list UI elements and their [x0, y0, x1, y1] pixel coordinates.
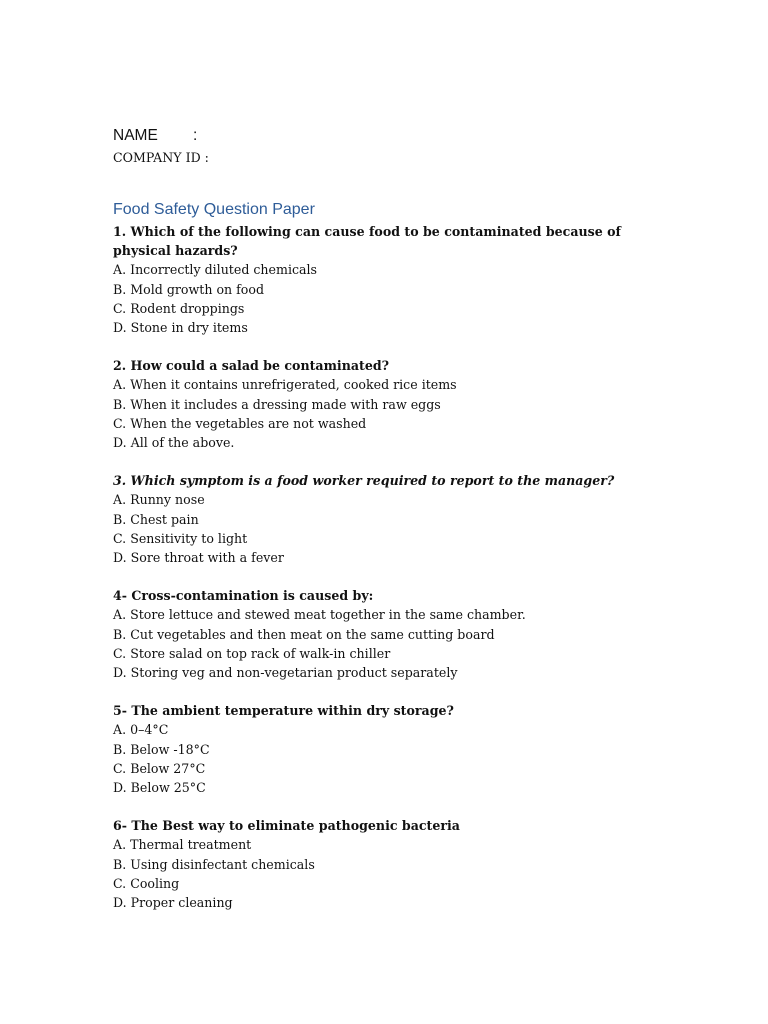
document-title: Food Safety Question Paper [113, 201, 315, 218]
question-text: 1. Which of the following can cause food to be contaminated because of physical hazards? [113, 224, 621, 259]
option-d: D. Proper cleaning [113, 895, 233, 911]
option-b: B. Below -18°C [113, 741, 210, 757]
option-b: B. Chest pain [113, 511, 199, 527]
question-4 [113, 586, 643, 682]
option-c: C. Below 27°C [113, 760, 206, 776]
option-d: D. Storing veg and non-vegetarian product separately [113, 665, 458, 681]
option-a: A. Thermal treatment [113, 837, 252, 853]
question-6 [113, 816, 643, 912]
option-d: D. Below 25°C [113, 780, 206, 796]
option-c: C. Rodent droppings [113, 300, 245, 316]
name-colon: : [193, 127, 198, 144]
question-2 [113, 356, 643, 452]
question-text: 3. Which symptom is a food worker required to report to the manager? [113, 473, 615, 489]
option-c: C. Sensitivity to light [113, 530, 248, 546]
option-a: A. 0–4°C [113, 722, 169, 738]
option-a: A. Store lettuce and stewed meat together in the same chamber. [113, 607, 526, 623]
option-d: D. Sore throat with a fever [113, 550, 284, 566]
option-c: C. Cooling [113, 875, 180, 891]
question-1 [113, 222, 643, 337]
option-b: B. Cut vegetables and then meat on the same cutting board [113, 626, 495, 642]
question-text: 4- Cross-contamination is caused by: [113, 588, 374, 604]
name-field-row [113, 124, 643, 148]
option-a: A. Runny nose [113, 492, 205, 508]
question-5 [113, 701, 643, 797]
question-text: 6- The Best way to eliminate pathogenic bacteria [113, 818, 460, 834]
question-text: 5- The ambient temperature within dry storage? [113, 703, 454, 719]
option-b: B. When it includes a dressing made with raw eggs [113, 396, 441, 412]
document-body [113, 124, 643, 912]
name-label: NAME [113, 127, 158, 144]
question-3 [113, 471, 643, 567]
company-id-label: COMPANY ID : [113, 150, 209, 165]
option-a: A. Incorrectly diluted chemicals [113, 262, 318, 278]
question-text: 2. How could a salad be contaminated? [113, 358, 390, 374]
option-c: C. Store salad on top rack of walk-in chiller [113, 645, 391, 661]
option-d: D. Stone in dry items [113, 320, 248, 336]
option-a: A. When it contains unrefrigerated, cooked rice items [113, 377, 457, 393]
option-d: D. All of the above. [113, 435, 235, 451]
option-b: B. Mold growth on food [113, 281, 265, 297]
option-c: C. When the vegetables are not washed [113, 415, 367, 431]
option-b: B. Using disinfectant chemicals [113, 856, 315, 872]
